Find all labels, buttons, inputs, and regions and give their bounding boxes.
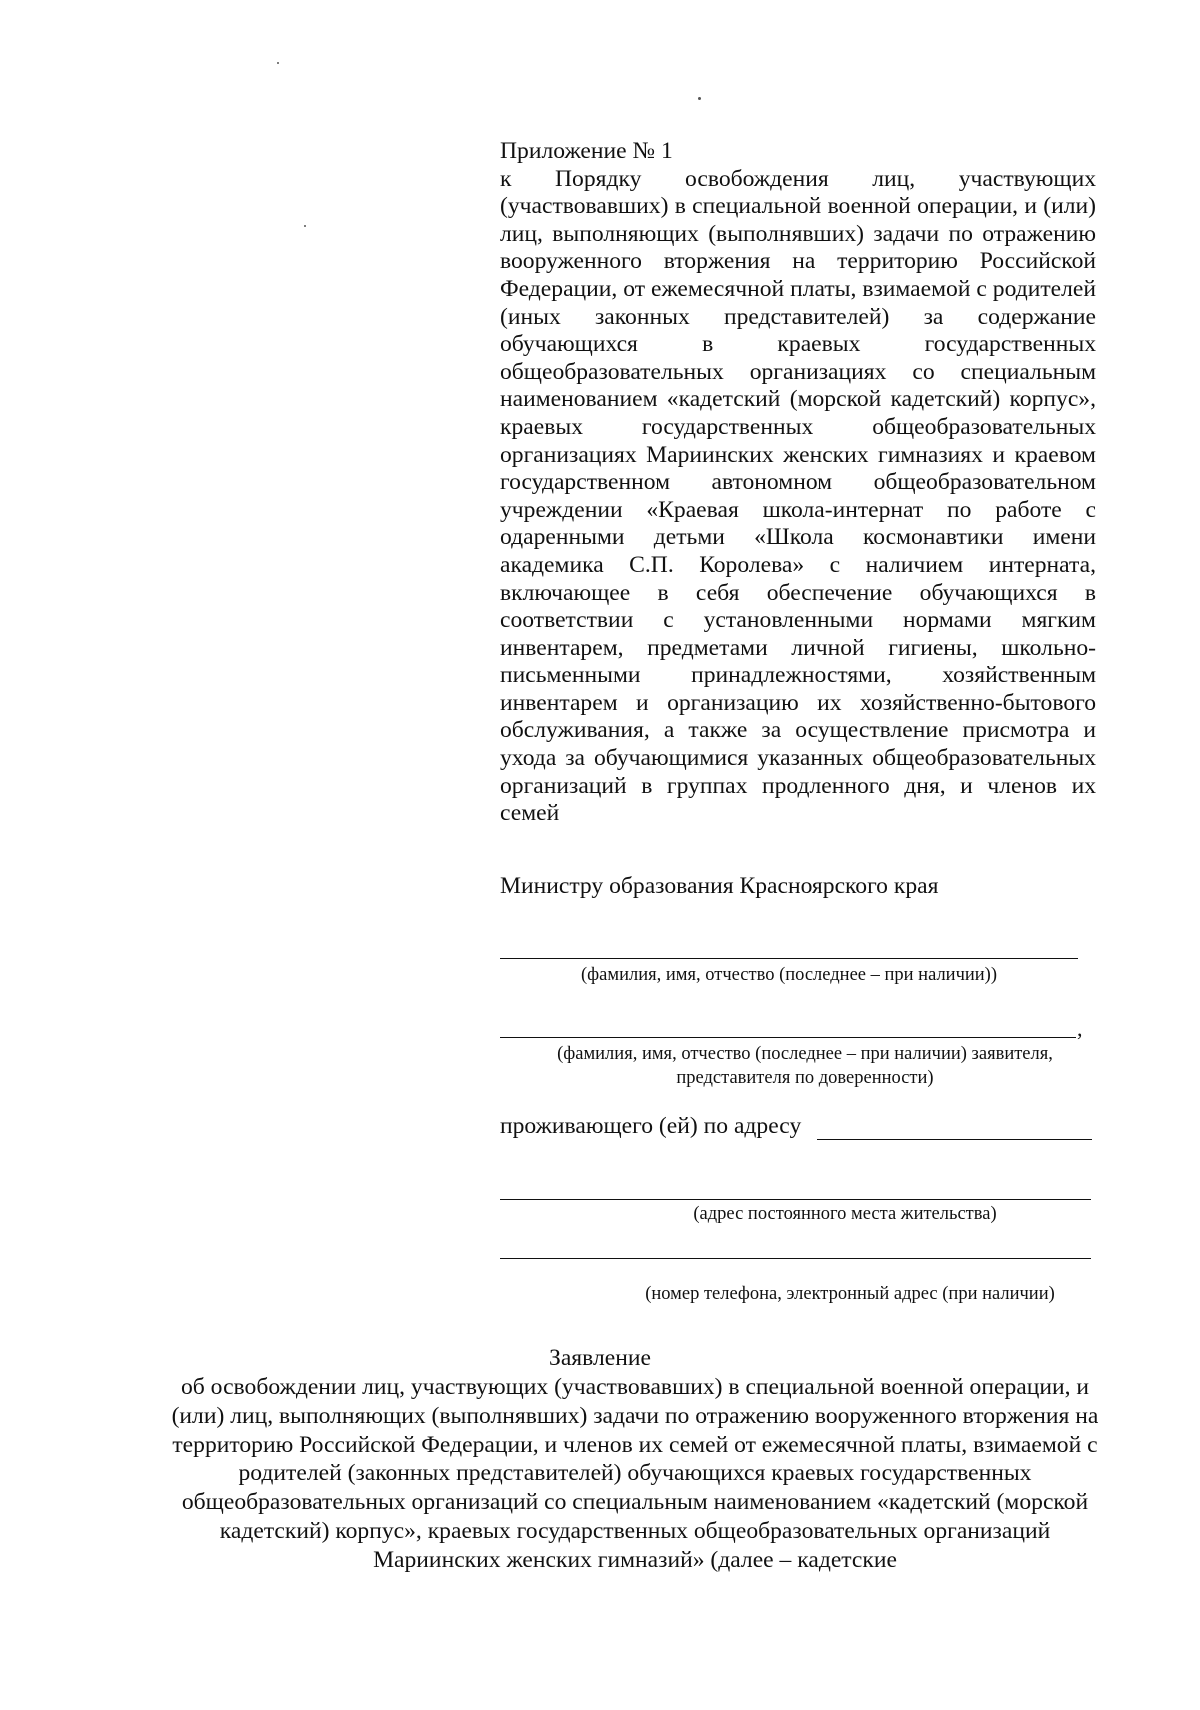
name-field-line[interactable] bbox=[500, 958, 1078, 959]
scan-speck bbox=[698, 97, 701, 100]
appendix-title: Приложение № 1 bbox=[500, 138, 673, 164]
address-field-caption: (адрес постоянного места жительства) bbox=[693, 1204, 997, 1224]
appendix-block bbox=[500, 138, 1096, 828]
contacts-field-caption: (номер телефона, электронный адрес (при наличии) bbox=[645, 1284, 1055, 1304]
address-field-line[interactable] bbox=[500, 1199, 1091, 1200]
applicant-field-caption: (фамилия, имя, отчество (последнее – при наличии) заявителя, представителя по доверенности) bbox=[557, 1044, 1053, 1088]
statement-title: Заявление bbox=[549, 1345, 651, 1371]
applicant-field-line[interactable] bbox=[500, 1037, 1076, 1038]
residence-field-line[interactable] bbox=[817, 1139, 1092, 1140]
applicant-field-comma: , bbox=[1077, 1016, 1083, 1041]
name-field-caption: (фамилия, имя, отчество (последнее – при наличии)) bbox=[581, 965, 997, 985]
contacts-field-line[interactable] bbox=[500, 1258, 1091, 1259]
addressee: Министру образования Красноярского края bbox=[500, 873, 939, 899]
appendix-text: к Порядку освобождения лиц, участвующих (участвовавших) в специальной военной операции, и (или) лиц, выполняющих (выполнявших) задачи по отражению вооруженного вторжения на территорию Российской Федерации, от ежемесячной платы, взимаемой с родителей (иных законных представителей) за содержание обучающихся в краевых государственных общеобразовательных организациях со специальным наименованием «кадетский (морской кадетский) корпус», краевых государственных общеобразовательных организациях Мариинских женских гимназиях и краевом государственном автономном общеобразовательном учреждении «Краевая школа-интернат по работе с одаренными детьми «Школа космонавтики имени академика С.П. Королева» с наличием интерната, включающее в себя обеспечение обучающихся в соответствии с установленными нормами мягким инвентарем, предметами личной гигиены, школьно-письменными принадлежностями, хозяйственным инвентарем и организацию их хозяйственно-бытового обслуживания, а также за осуществление присмотра и ухода за обучающимися указанных общеобразовательных организаций в группах продленного дня, и членов их семей bbox=[500, 165, 1096, 827]
statement-body: об освобождении лиц, участвующих (участвовавших) в специальной военной операции, и (или) лиц, выполняющих (выполнявших) задачи по отражению вооруженного вторжения на территорию Российской Федерации, и членов их семей от ежемесячной платы, взимаемой с родителей (законных представителей) обучающихся краевых государственных общеобразовательных организаций со специальным наименованием «кадетский (морской кадетский) корпус», краевых государственных общеобразовательных организаций Мариинских женских гимназий» (далее – кадетские bbox=[171, 1374, 1099, 1573]
scan-speck bbox=[277, 62, 279, 64]
scan-speck bbox=[304, 225, 306, 227]
residence-label: проживающего (ей) по адресу bbox=[500, 1113, 802, 1139]
